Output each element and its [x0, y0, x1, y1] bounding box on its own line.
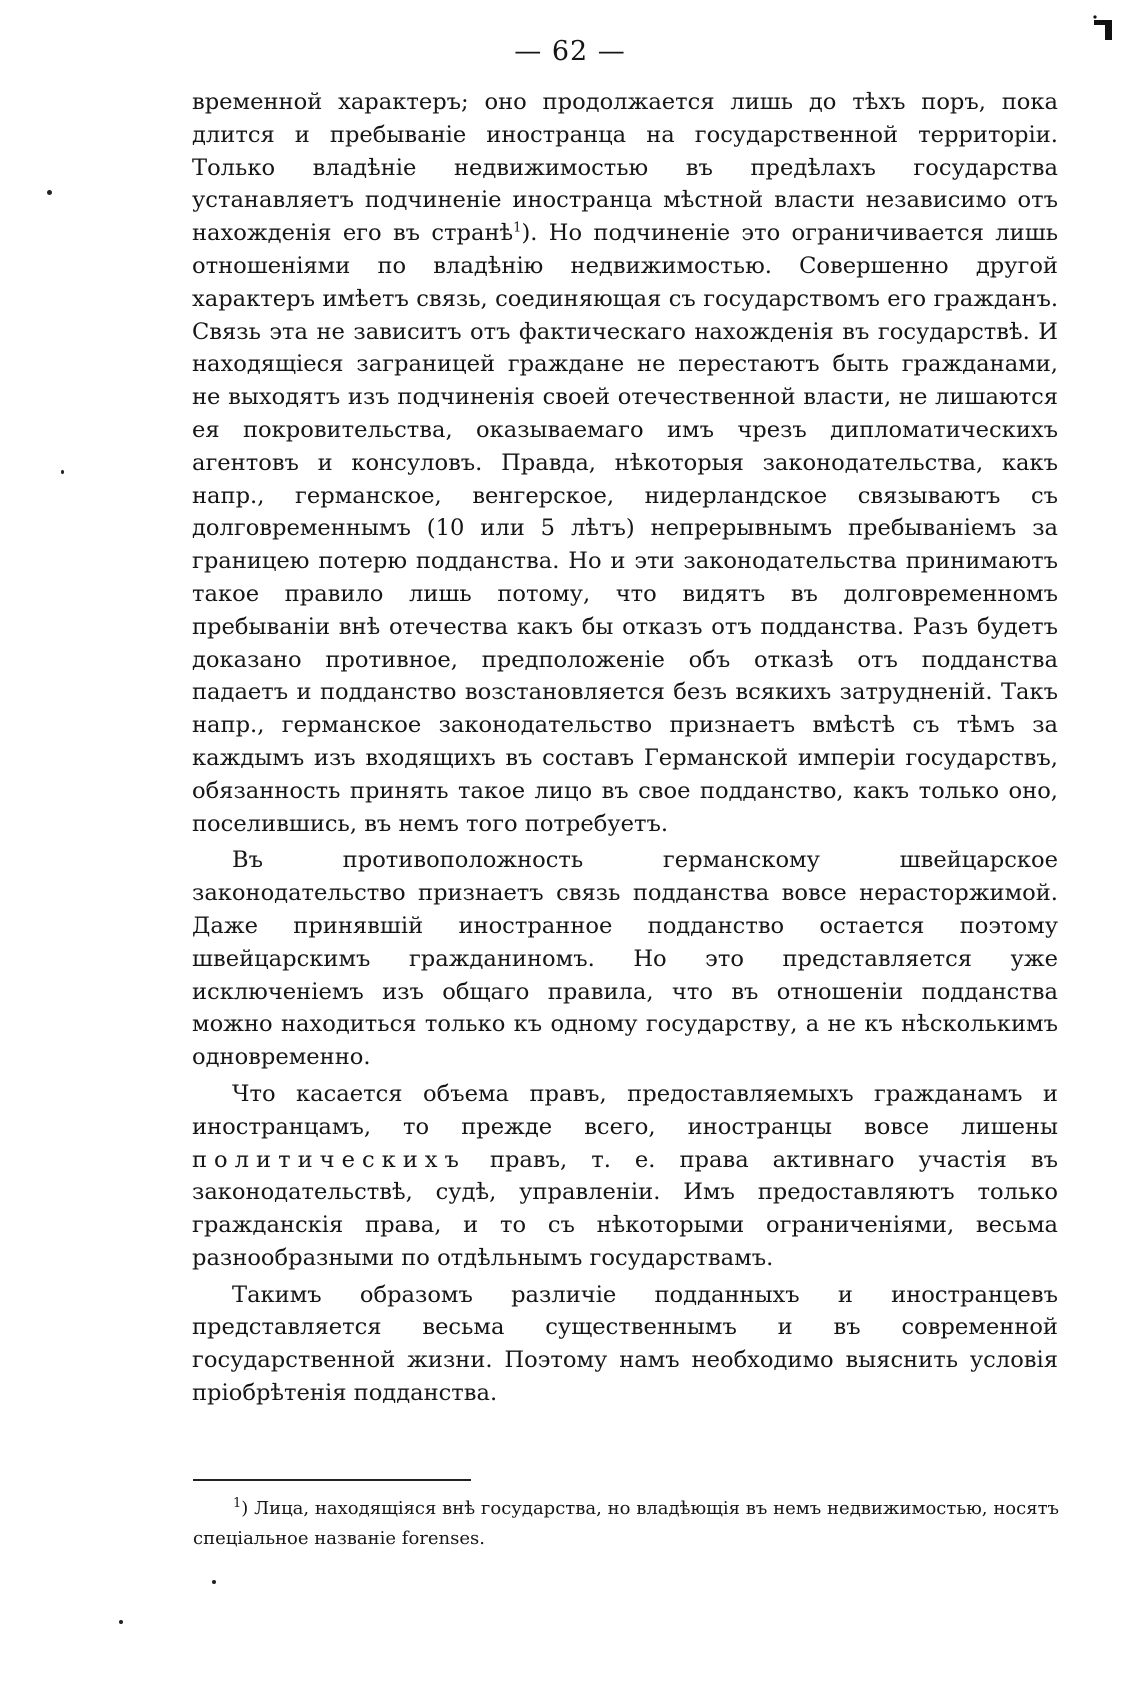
- footnote-ref: 1: [513, 220, 522, 236]
- footnote-marker: 1: [233, 1496, 242, 1511]
- scan-speck: [61, 470, 64, 474]
- paragraph-text: ). Но подчиненіе это ограничивается лишь отношеніями по владѣнію недвижимостью. Совершенно другой характеръ имѣетъ связь, соединяющая съ государствомъ его гражданъ. Связь эта не зависитъ отъ фактическаго нахожденія въ государствѣ. И находящіеся заграницей граждане не перестаютъ быть гражданами, не выходятъ изъ подчиненія своей отечественной власти, не лишаются ея покровительства, оказываемаго имъ чрезъ дипломатическихъ агентовъ и консуловъ. Правда, нѣкоторыя законодательства, какъ напр., германское, венгерское, нидерландское связываютъ съ долговременнымъ (10 или 5 лѣтъ) непрерывнымъ пребываніемъ за границею потерю подданства. Но и эти законодательства принимаютъ такое правило лишь потому, что видятъ въ долговременномъ пребываніи внѣ отечества какъ бы отказъ отъ подданства. Разъ будетъ доказано противное, предположеніе объ отказѣ отъ подданства падаетъ и подданство возстановляется безъ всякихъ затрудненій. Такъ напр., германское законодательство признаетъ вмѣстѣ съ тѣмъ за каждымъ изъ входящихъ въ составъ Германской имперіи государствъ, обязанность принять такое лицо въ свое подданство, какъ только оно, поселившись, въ немъ того потребуетъ.: [192, 220, 1059, 837]
- footnote: [193, 1494, 1059, 1554]
- scan-speck: [212, 1580, 216, 1584]
- corner-mark: [1092, 14, 1114, 42]
- paragraph: Въ противоположность германскому швейцарское законодательство признаетъ связь подданства вовсе нерасторжимой. Даже принявшій иностранное подданство остается поэтому швейцарскимъ гражданиномъ. Но это представляется уже исключеніемъ изъ общаго правила, что въ отношеніи подданства можно находиться только къ одному государству, а не къ нѣсколькимъ одновременно.: [192, 847, 1058, 1071]
- paragraph: [192, 86, 1058, 840]
- footnote-divider: [193, 1479, 471, 1481]
- paragraph-text: Что касается объема правъ, предоставляемыхъ гражданамъ и иностранцамъ, то прежде всего, иностранцы вовсе лишены: [192, 1080, 1058, 1140]
- scan-speck: [47, 190, 52, 195]
- page-number: — 62 —: [514, 36, 626, 67]
- paragraph: Такимъ образомъ различіе подданныхъ и иностранцевъ представляется весьма существеннымъ и въ современной государственной жизни. Поэтому намъ необходимо выяснить условія пріобрѣтенія подданства.: [192, 1281, 1058, 1407]
- paragraph-text: временной характеръ; оно продолжается лишь до тѣхъ поръ, пока длится и пребываніе иностранца на государственной территоріи. Только владѣніе недвижимостью въ предѣлахъ государства устанавляетъ подчиненіе иностранца мѣстной власти независимо отъ нахожденія его въ странѣ: [192, 89, 1058, 247]
- footnote-text: ) Лица, находящіяся внѣ государства, но владѣющія въ немъ недвижимостью, носятъ спеціальное названіе forenses.: [193, 1498, 1059, 1549]
- scan-speck: [119, 1620, 123, 1624]
- paragraph: [192, 1078, 1058, 1275]
- emphasized-word: политическихъ: [192, 1146, 466, 1173]
- paragraph-text: правъ, т. е. права активнаго участія въ законодательствѣ, судѣ, управленіи. Имъ предоставляютъ только гражданскія права, и то съ нѣкоторыми ограниченіями, весьма разнообразными по отдѣльнымъ государствамъ.: [192, 1146, 1058, 1271]
- footnote-paragraph: [193, 1494, 1059, 1554]
- main-text: [192, 86, 1058, 1410]
